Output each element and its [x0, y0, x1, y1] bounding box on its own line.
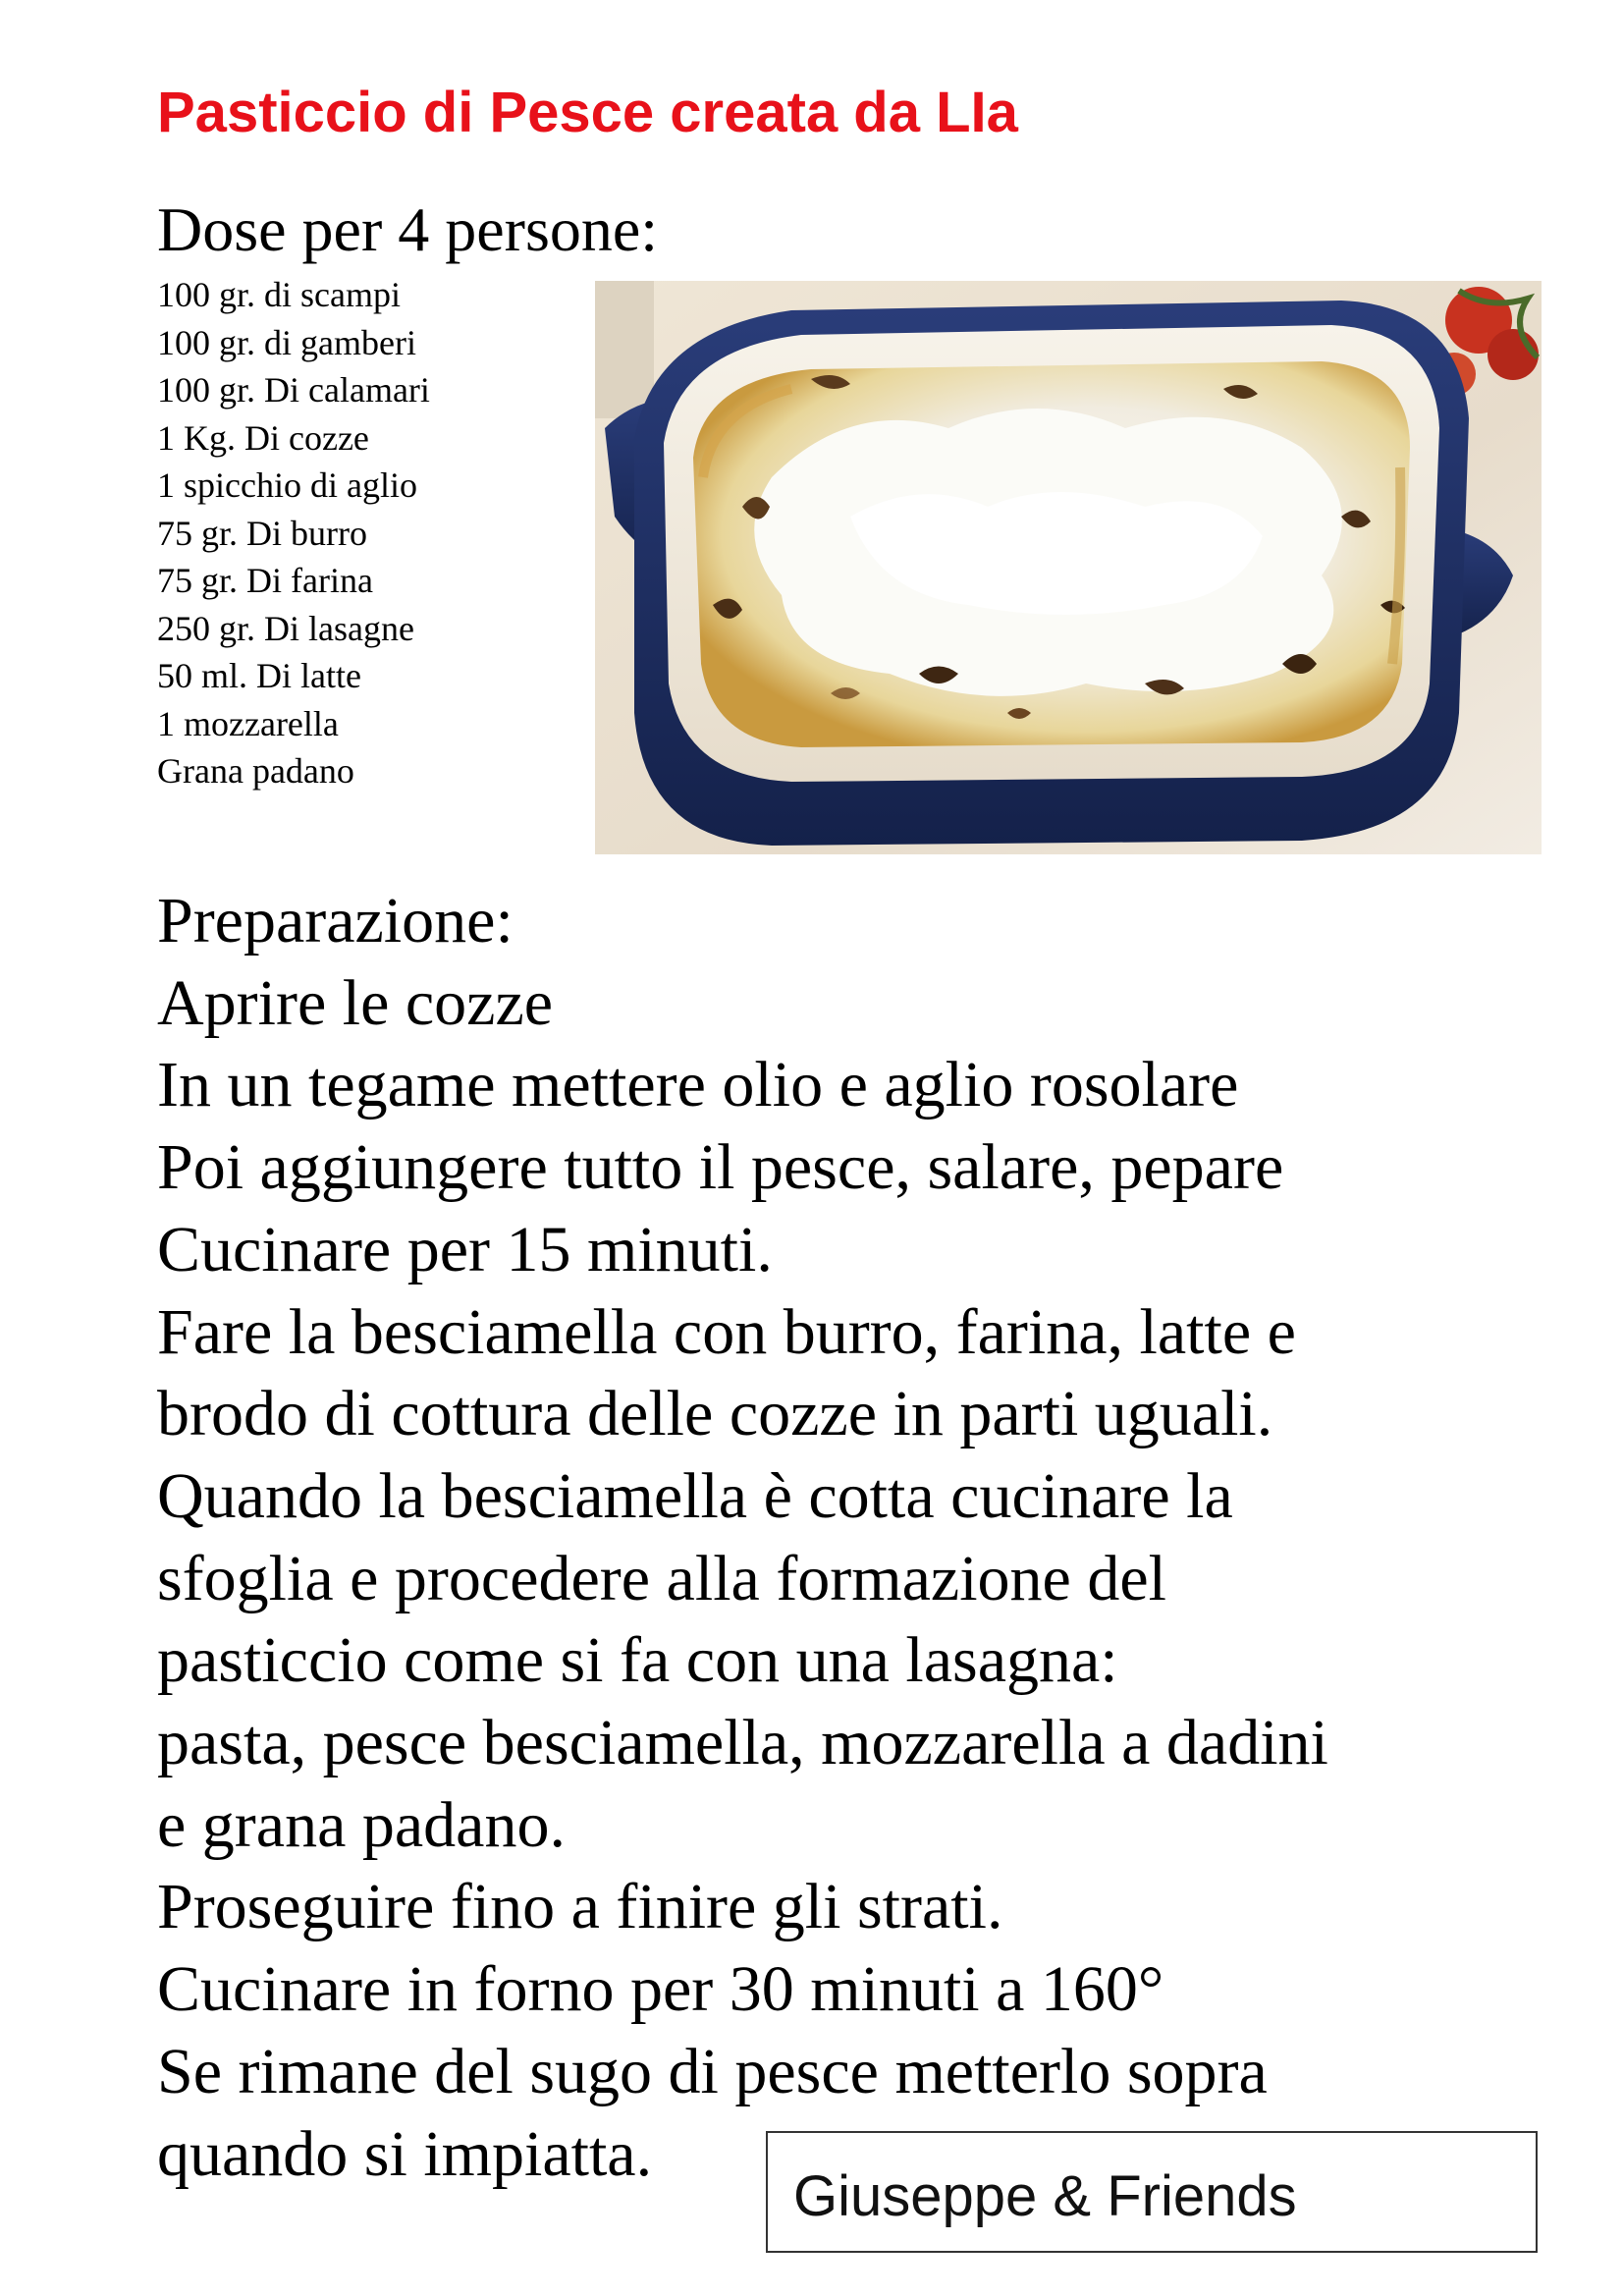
ingredient-item: Grana padano: [157, 751, 354, 791]
preparation-line: sfoglia e procedere alla formazione del: [157, 1542, 1166, 1614]
ingredients-list: [157, 271, 430, 795]
preparation-line: Poi aggiungere tutto il pesce, salare, pepare: [157, 1131, 1284, 1204]
ingredient-item: 1 Kg. Di cozze: [157, 417, 369, 458]
signature-text: Giuseppe & Friends: [793, 2164, 1297, 2228]
preparation-list: [157, 880, 1328, 2195]
signature-box: [766, 2131, 1538, 2253]
preparation-line: quando si impiatta.: [157, 2117, 653, 2190]
pasticcio-dish-photo: [595, 281, 1542, 854]
ingredient-item: 75 gr. Di burro: [157, 513, 367, 553]
ingredient-item: 1 spicchio di aglio: [157, 465, 417, 505]
preparation-line: Proseguire fino a finire gli strati.: [157, 1871, 1003, 1943]
preparation-line: Cucinare per 15 minuti.: [157, 1213, 773, 1285]
doses-heading: Dose per 4 persone:: [157, 194, 659, 264]
preparation-heading: Preparazione:: [157, 885, 514, 957]
preparation-line: e grana padano.: [157, 1788, 566, 1861]
preparation-line: Fare la besciamella con burro, farina, latte e: [157, 1295, 1296, 1368]
preparation-line: Se rimane del sugo di pesce metterlo sopra: [157, 2035, 1268, 2107]
preparation-line: pasticcio come si fa con una lasagna:: [157, 1624, 1118, 1697]
preparation-line: Aprire le cozze: [157, 966, 554, 1039]
baked-dish-icon: [595, 281, 1542, 854]
preparation-line: Cucinare in forno per 30 minuti a 160°: [157, 1953, 1164, 2026]
ingredient-item: 50 ml. Di latte: [157, 656, 361, 695]
ingredient-item: 100 gr. di gamberi: [157, 322, 416, 362]
ingredient-item: 100 gr. Di calamari: [157, 370, 430, 410]
ingredient-item: 250 gr. Di lasagne: [157, 608, 414, 648]
ingredient-item: 100 gr. di scampi: [157, 275, 401, 314]
ingredient-item: 75 gr. Di farina: [157, 561, 373, 600]
preparation-line: In un tegame mettere olio e aglio rosolare: [157, 1049, 1239, 1121]
recipe-title: Pasticcio di Pesce creata da LIa: [157, 81, 1018, 144]
preparation-line: pasta, pesce besciamella, mozzarella a dadini: [157, 1707, 1328, 1779]
ingredient-item: 1 mozzarella: [157, 703, 339, 743]
preparation-line: brodo di cottura delle cozze in parti uguali.: [157, 1378, 1273, 1450]
preparation-line: Quando la besciamella è cotta cucinare la: [157, 1459, 1233, 1532]
